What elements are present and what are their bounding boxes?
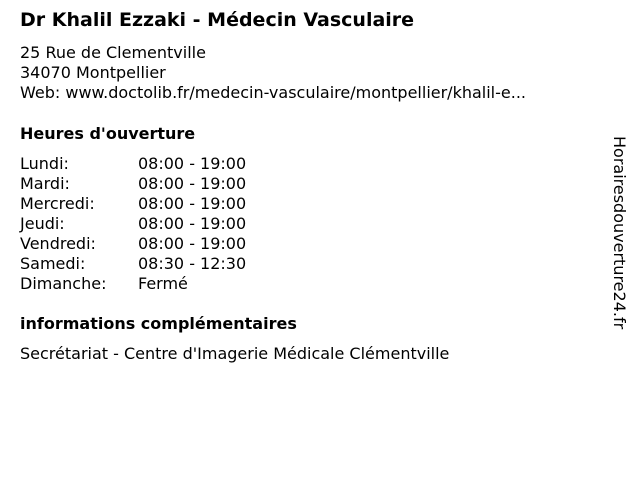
address-street: 25 Rue de Clementville — [20, 43, 206, 62]
hours-time: 08:00 - 19:00 — [138, 214, 247, 233]
hours-time: 08:30 - 12:30 — [138, 254, 247, 273]
hours-row — [20, 234, 380, 254]
hours-time: 08:00 - 19:00 — [138, 154, 247, 173]
hours-row — [20, 254, 380, 274]
hours-day: Mercredi: — [20, 194, 95, 213]
hours-day: Mardi: — [20, 174, 70, 193]
hours-time: Fermé — [138, 274, 188, 293]
page-title: Dr Khalil Ezzaki - Médecin Vasculaire — [20, 9, 415, 31]
address-city: 34070 Montpellier — [20, 63, 166, 82]
hours-heading: Heures d'ouverture — [20, 124, 196, 143]
address-block — [20, 43, 526, 103]
side-brand — [610, 136, 630, 346]
hours-day: Jeudi: — [20, 214, 65, 233]
hours-row — [20, 154, 380, 174]
info-heading: informations complémentaires — [20, 314, 297, 333]
hours-table — [20, 154, 380, 294]
hours-day: Vendredi: — [20, 234, 96, 253]
hours-time: 08:00 - 19:00 — [138, 174, 247, 193]
hours-row — [20, 174, 380, 194]
hours-day: Dimanche: — [20, 274, 107, 293]
hours-row — [20, 214, 380, 234]
hours-time: 08:00 - 19:00 — [138, 234, 247, 253]
hours-day: Samedi: — [20, 254, 86, 273]
side-brand-text: Horairesdouverture24.fr — [610, 136, 629, 330]
hours-row — [20, 274, 380, 294]
address-web: Web: www.doctolib.fr/medecin-vasculaire/montpellier/khalil-e... — [20, 83, 526, 102]
hours-row — [20, 194, 380, 214]
hours-day: Lundi: — [20, 154, 69, 173]
info-text: Secrétariat - Centre d'Imagerie Médicale Clémentville — [20, 344, 450, 363]
hours-time: 08:00 - 19:00 — [138, 194, 247, 213]
